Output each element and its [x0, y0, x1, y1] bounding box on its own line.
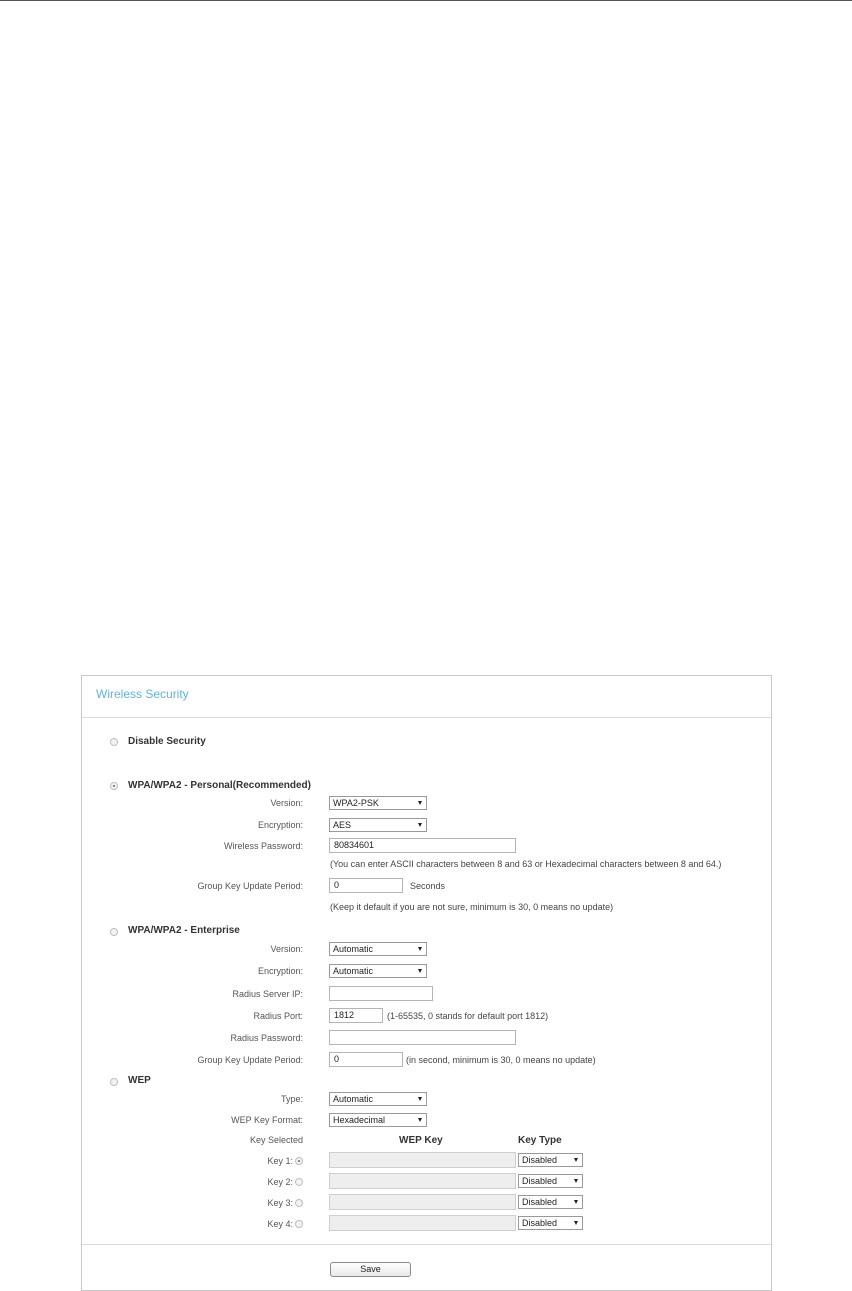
col-wep-key: WEP Key [399, 1135, 443, 1146]
radius-server-ip-input[interactable] [329, 986, 433, 1001]
chevron-down-icon [574, 1221, 578, 1225]
wep-key-format-value: Hexadecimal [333, 1115, 386, 1125]
key-4-type-select[interactable] [518, 1216, 583, 1230]
col-key-type: Key Type [518, 1135, 562, 1146]
radius-server-ip-label: Radius Server IP: [232, 989, 303, 999]
radius-password-label: Radius Password: [230, 1033, 303, 1043]
wpa-personal-label: WPA/WPA2 - Personal(Recommended) [128, 780, 311, 791]
save-button[interactable]: Save [330, 1262, 411, 1277]
wpa-personal-radio[interactable] [110, 782, 118, 790]
enterprise-gkup-label: Group Key Update Period: [197, 1055, 303, 1065]
enterprise-encryption-label: Encryption: [257, 966, 303, 976]
radius-port-input[interactable]: 1812 [329, 1008, 383, 1023]
key-3-radio[interactable] [295, 1199, 303, 1207]
radius-password-input[interactable] [329, 1030, 516, 1045]
chevron-down-icon [418, 801, 422, 805]
key-2-radio[interactable] [295, 1178, 303, 1186]
personal-version-select[interactable] [329, 796, 427, 810]
wep-key-format-select[interactable] [329, 1113, 427, 1127]
personal-gkup-note: (Keep it default if you are not sure, minimum is 30, 0 means no update) [330, 902, 614, 912]
key-2-label: Key 2: [267, 1177, 293, 1187]
personal-version-value: WPA2-PSK [333, 798, 379, 808]
key-2-input[interactable] [329, 1173, 516, 1189]
key-3-type-select[interactable] [518, 1195, 583, 1209]
key-3-input[interactable] [329, 1194, 516, 1210]
key-4-type-value: Disabled [522, 1218, 558, 1228]
chevron-down-icon [418, 823, 422, 827]
footer-divider [82, 1244, 771, 1245]
key-2-type-select[interactable] [518, 1174, 583, 1188]
personal-gkup-input[interactable]: 0 [329, 878, 403, 893]
title-divider [82, 717, 771, 718]
key-1-label: Key 1: [267, 1156, 293, 1166]
wep-key-format-label: WEP Key Format: [231, 1115, 303, 1125]
col-key-selected: Key Selected [249, 1135, 303, 1145]
wpa-enterprise-radio[interactable] [110, 928, 118, 936]
chevron-down-icon [418, 969, 422, 973]
key-4-input[interactable] [329, 1215, 516, 1231]
enterprise-gkup-input[interactable]: 0 [329, 1052, 403, 1067]
wep-type-value: Automatic [333, 1094, 374, 1104]
personal-encryption-value: AES [333, 820, 352, 830]
personal-encryption-label: Encryption: [257, 820, 303, 830]
panel-title: Wireless Security [96, 687, 189, 701]
key-4-radio[interactable] [295, 1220, 303, 1228]
disable-security-label: Disable Security [128, 736, 206, 747]
key-4-label: Key 4: [267, 1219, 293, 1229]
key-1-radio[interactable] [295, 1157, 303, 1165]
disable-security-radio[interactable] [110, 738, 118, 746]
key-1-type-value: Disabled [522, 1155, 558, 1165]
page-top-rule [0, 0, 852, 1]
wireless-security-panel [81, 675, 772, 1291]
wpa-enterprise-label: WPA/WPA2 - Enterprise [128, 925, 240, 936]
personal-encryption-select[interactable] [329, 818, 427, 832]
key-3-label: Key 3: [267, 1198, 293, 1208]
wireless-password-input[interactable]: 80834601 [329, 838, 516, 853]
chevron-down-icon [574, 1200, 578, 1204]
key-1-type-select[interactable] [518, 1153, 583, 1167]
key-1-input[interactable] [329, 1152, 516, 1168]
personal-version-label: Version: [270, 798, 303, 808]
radius-port-label: Radius Port: [253, 1011, 303, 1021]
wep-radio[interactable] [110, 1078, 118, 1086]
chevron-down-icon [418, 1118, 422, 1122]
wireless-password-label: Wireless Password: [223, 841, 303, 851]
radius-port-note: (1-65535, 0 stands for default port 1812) [387, 1011, 549, 1021]
wireless-password-note: (You can enter ASCII characters between 8 and 63 or Hexadecimal characters between 8 and 64.) [330, 859, 722, 869]
key-2-type-value: Disabled [522, 1176, 558, 1186]
chevron-down-icon [418, 1097, 422, 1101]
chevron-down-icon [418, 947, 422, 951]
enterprise-encryption-value: Automatic [333, 966, 374, 976]
chevron-down-icon [574, 1179, 578, 1183]
enterprise-version-label: Version: [270, 944, 303, 954]
chevron-down-icon [574, 1158, 578, 1162]
personal-gkup-unit: Seconds [410, 881, 446, 891]
enterprise-gkup-note: (in second, minimum is 30, 0 means no update) [406, 1055, 596, 1065]
enterprise-version-select[interactable] [329, 942, 427, 956]
wep-type-select[interactable] [329, 1092, 427, 1106]
key-3-type-value: Disabled [522, 1197, 558, 1207]
wep-type-label: Type: [280, 1094, 303, 1104]
enterprise-encryption-select[interactable] [329, 964, 427, 978]
enterprise-version-value: Automatic [333, 944, 374, 954]
wep-label: WEP [128, 1075, 151, 1086]
personal-gkup-label: Group Key Update Period: [197, 881, 303, 891]
